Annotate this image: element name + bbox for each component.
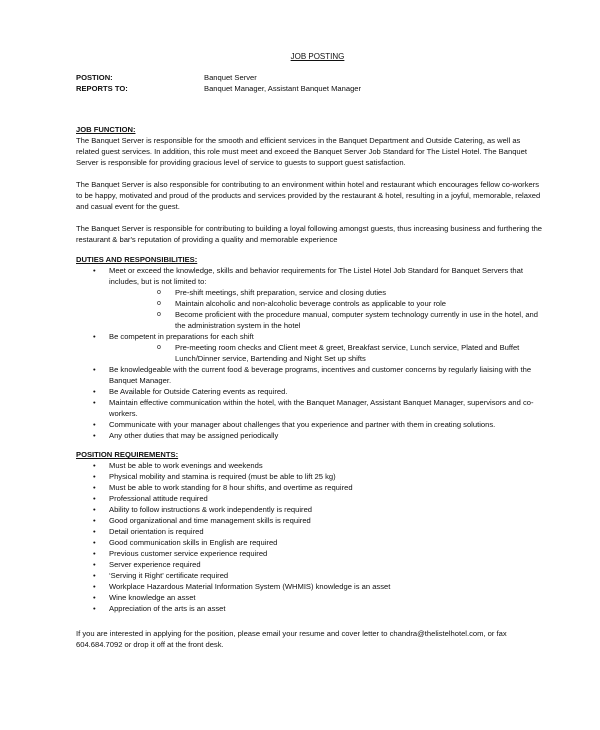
list-item: • ‘Serving it Right’ certificate required: [76, 570, 544, 581]
list-item: • Detail orientation is required: [76, 526, 544, 537]
list-item: • Must be able to work evenings and weekends: [76, 460, 544, 471]
requirements-list: [76, 460, 544, 614]
list-item: • Physical mobility and stamina is required (must be able to lift 25 kg): [76, 471, 544, 482]
list-item: • Wine knowledge an asset: [76, 592, 544, 603]
meta-block: [76, 72, 544, 94]
meta-row-reports-to: [76, 83, 544, 94]
paragraph: The Banquet Server is responsible for contributing to building a loyal following amongst guests, thus increasing business and furthering the restaurant & bar's reputation of providing a quality and memorable experience: [76, 224, 543, 244]
requirements-section: [76, 449, 544, 614]
list-item: • Appreciation of the arts is an asset: [76, 603, 544, 614]
sub-list-item: o Pre-meeting room checks and Client meet & greet, Breakfast service, Lunch service, Plated and Buffet Lunch/Dinner service, Bartending and Night Set up shifts: [141, 342, 544, 364]
sub-list-item: o Maintain alcoholic and non-alcoholic beverage controls as applicable to your role: [141, 298, 544, 309]
meta-label: POSTION:: [76, 73, 113, 82]
list-item: • Be knowledgeable with the current food & beverage programs, incentives and customer concerns by regularly liaising with the Banquet Manager.: [76, 364, 544, 386]
requirements-heading: POSITION REQUIREMENTS:: [76, 450, 179, 459]
paragraph: The Banquet Server is responsible for the smooth and efficient services in the Banquet Department and Outside Catering, as well as related guest services. In addition, this role must meet and exceed the Banquet Server Job Standard for The Listel Hotel. The Banquet Server is responsible for providing gracious level of service to guests to support guest satisfaction.: [76, 136, 527, 167]
sub-list: [109, 287, 544, 331]
list-item: • Maintain effective communication within the hotel, with the Banquet Manager, Assistant Banquet Manager, supervisors and co-workers.: [76, 397, 544, 419]
list-item: • Communicate with your manager about challenges that you experience and partner with them in creating solutions.: [76, 419, 544, 430]
list-item-text: Meet or exceed the knowledge, skills and behavior requirements for The Listel Hotel Job Standard for Banquet Servers that includes, but is not limited to:: [109, 266, 523, 286]
list-item: • Good organizational and time management skills is required: [76, 515, 544, 526]
list-item: • Be Available for Outside Catering events as required.: [76, 386, 544, 397]
list-item: • Must be able to work standing for 8 hour shifts, and overtime as required: [76, 482, 544, 493]
list-item: [76, 331, 544, 364]
duties-heading: DUTIES AND RESPONSIBILITIES:: [76, 255, 198, 264]
sub-list-item: o Pre-shift meetings, shift preparation, service and closing duties: [141, 287, 544, 298]
meta-value: Banquet Server: [204, 73, 257, 82]
list-item-text: Be competent in preparations for each shift: [109, 332, 254, 341]
paragraph: The Banquet Server is also responsible for contributing to an environment within hotel and restaurant which encourages fellow co-workers to be happy, motivated and proud of the products and services provided by the restaurant & hotel, resulting in a joyful, memorable, relaxed and casual event for the guest.: [76, 180, 541, 211]
list-item: • Ability to follow instructions & work independently is required: [76, 504, 544, 515]
meta-row-position: [76, 72, 544, 83]
meta-label: REPORTS TO:: [76, 84, 128, 93]
list-item: • Previous customer service experience required: [76, 548, 544, 559]
job-function-section: [76, 124, 544, 245]
duties-list: [76, 265, 544, 441]
document-title: JOB POSTING: [290, 52, 345, 61]
list-item: • Server experience required: [76, 559, 544, 570]
sub-list: [109, 342, 544, 364]
list-item: • Good communication skills in English are required: [76, 537, 544, 548]
list-item: [76, 265, 544, 331]
list-item: • Professional attitude required: [76, 493, 544, 504]
list-item: • Any other duties that may be assigned periodically: [76, 430, 544, 441]
job-function-heading: JOB FUNCTION:: [76, 125, 136, 134]
closing-paragraph: If you are interested in applying for the position, please email your resume and cover letter to chandra@thelistelhotel.com, or fax 604.684.7092 or drop it off at the front desk.: [76, 629, 507, 649]
list-item: • Workplace Hazardous Material Information System (WHMIS) knowledge is an asset: [76, 581, 544, 592]
duties-section: [76, 254, 544, 441]
sub-list-item: o Become proficient with the procedure manual, computer system technology currently in use in the hotel, and the administration system in the hotel: [141, 309, 544, 331]
meta-value: Banquet Manager, Assistant Banquet Manager: [204, 84, 362, 93]
